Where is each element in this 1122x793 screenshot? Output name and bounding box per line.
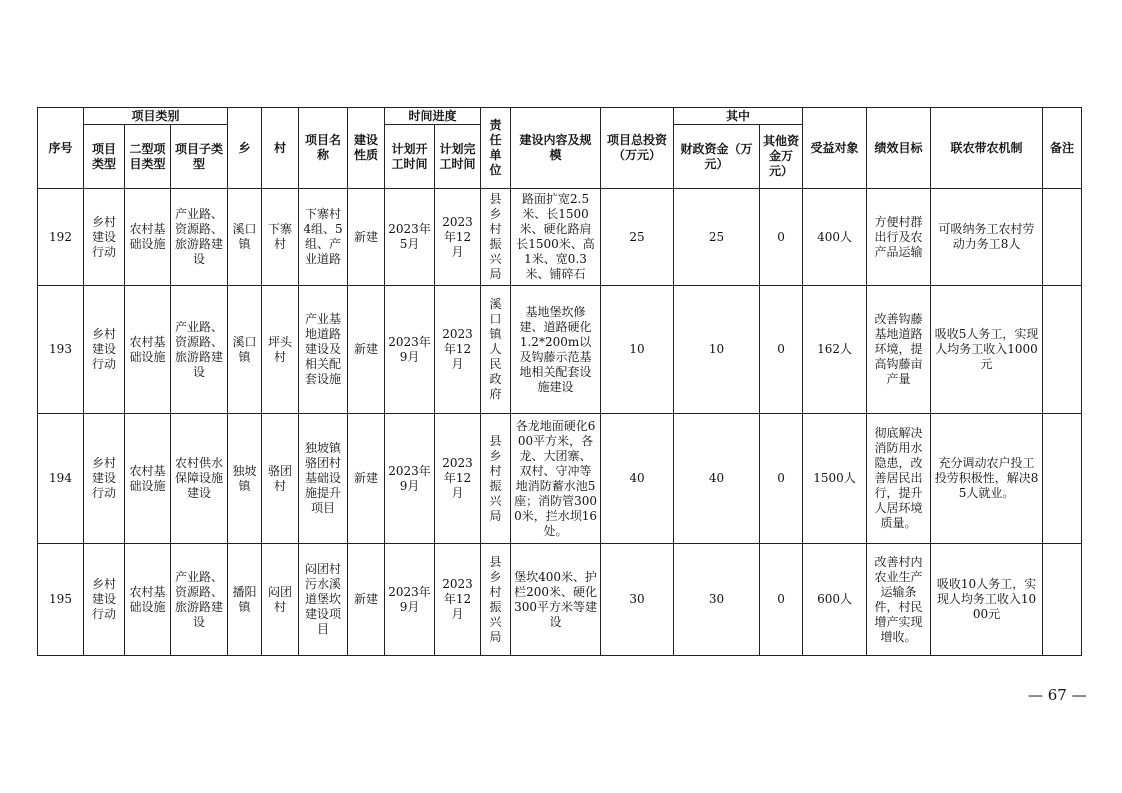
cell-fiscal-funds: 25 [674,189,760,286]
cell-township: 溪口镇 [228,189,262,286]
cell-seq: 195 [38,544,84,656]
header-village: 村 [262,108,299,189]
header-planned-finish: 计划完工时间 [435,125,481,189]
cell-township: 播阳镇 [228,544,262,656]
cell-secondary-type: 农村基础设施 [125,544,171,656]
cell-planned-finish: 2023年12月 [435,544,481,656]
table-row [38,544,1082,656]
cell-content-scale: 堡坎400米、护栏200米、硬化300平方米等建设 [511,544,601,656]
cell-planned-start: 2023年9月 [385,414,435,544]
cell-remarks [1043,189,1082,286]
cell-village: 下寨村 [262,189,299,286]
cell-content-scale: 各龙地面硬化600平方米，各龙、大团寨、双村、守冲等地消防蓄水池5座；消防管3000米，拦水坝16处。 [511,414,601,544]
cell-fiscal-funds: 30 [674,544,760,656]
cell-project-type: 乡村建设行动 [84,544,125,656]
cell-farmer-linkage: 可吸纳务工农村劳动力务工8人 [931,189,1043,286]
cell-beneficiaries: 1500人 [803,414,867,544]
header-category-group: 项目类别 [84,108,228,125]
cell-construction-nature: 新建 [348,544,385,656]
header-farmer-linkage: 联农带农机制 [931,108,1043,189]
table-row [38,414,1082,544]
cell-project-type: 乡村建设行动 [84,414,125,544]
cell-construction-nature: 新建 [348,286,385,414]
cell-project-name: 独坡镇骆团村基础设施提升项目 [299,414,348,544]
cell-project-name: 产业基地道路建设及相关配套设施 [299,286,348,414]
cell-project-type: 乡村建设行动 [84,286,125,414]
cell-subtype: 产业路、资源路、旅游路建设 [171,189,228,286]
cell-village: 坪头村 [262,286,299,414]
cell-secondary-type: 农村基础设施 [125,414,171,544]
cell-other-funds: 0 [760,189,803,286]
cell-subtype: 农村供水保障设施建设 [171,414,228,544]
cell-content-scale: 路面扩宽2.5米、长1500米、硬化路肩长1500米、高1米、宽0.3米、铺碎石 [511,189,601,286]
header-seq: 序号 [38,108,84,189]
cell-content-scale: 基地堡坎修建、道路硬化1.2*200m以及钩藤示范基地相关配套设施建设 [511,286,601,414]
header-beneficiaries: 受益对象 [803,108,867,189]
cell-total-investment: 40 [601,414,674,544]
cell-township: 溪口镇 [228,286,262,414]
header-other-funds: 其他资金万元） [760,125,803,189]
header-performance-goal: 绩效目标 [867,108,931,189]
project-table [37,107,1082,656]
cell-other-funds: 0 [760,544,803,656]
cell-planned-start: 2023年5月 [385,189,435,286]
header-schedule-group: 时间进度 [385,108,481,125]
cell-performance-goal: 改善村内农业生产运输条件，村民增产实现增收。 [867,544,931,656]
cell-project-name: 下寨村4组、5组、产业道路 [299,189,348,286]
cell-farmer-linkage: 充分调动农户投工投劳积极性，解决85人就业。 [931,414,1043,544]
header-secondary-type: 二型项目类型 [125,125,171,189]
table-row [38,286,1082,414]
cell-remarks [1043,286,1082,414]
cell-township: 独坡镇 [228,414,262,544]
cell-other-funds: 0 [760,286,803,414]
cell-secondary-type: 农村基础设施 [125,189,171,286]
cell-responsible-unit: 县乡村振兴局 [481,414,511,544]
cell-responsible-unit: 县乡村振兴局 [481,544,511,656]
header-planned-start: 计划开工时间 [385,125,435,189]
cell-planned-finish: 2023年12月 [435,189,481,286]
cell-seq: 194 [38,414,84,544]
header-total-investment: 项目总投资（万元） [601,108,674,189]
cell-remarks [1043,414,1082,544]
cell-project-name: 闷团村污水溪道堡坎建设项目 [299,544,348,656]
cell-village: 骆团村 [262,414,299,544]
header-project-type: 项目类型 [84,125,125,189]
cell-seq: 192 [38,189,84,286]
header-construction-nature: 建设性质 [348,108,385,189]
cell-performance-goal: 彻底解决消防用水隐患，改善居民出行，提升人居环境质量。 [867,414,931,544]
header-funding-group: 其中 [674,108,803,125]
header-remarks: 备注 [1043,108,1082,189]
cell-farmer-linkage: 吸收5人务工，实现人均务工收入1000元 [931,286,1043,414]
cell-subtype: 产业路、资源路、旅游路建设 [171,286,228,414]
header-responsible-unit: 责任单位 [481,108,511,189]
cell-planned-start: 2023年9月 [385,286,435,414]
cell-project-type: 乡村建设行动 [84,189,125,286]
cell-total-investment: 10 [601,286,674,414]
cell-responsible-unit: 县乡村振兴局 [481,189,511,286]
page-number: — 67 — [1028,686,1087,704]
cell-beneficiaries: 162人 [803,286,867,414]
cell-planned-finish: 2023年12月 [435,286,481,414]
cell-subtype: 产业路、资源路、旅游路建设 [171,544,228,656]
cell-responsible-unit: 溪口镇人民政府 [481,286,511,414]
cell-village: 闷团村 [262,544,299,656]
cell-fiscal-funds: 40 [674,414,760,544]
cell-farmer-linkage: 吸收10人务工，实现人均务工收入1000元 [931,544,1043,656]
cell-performance-goal: 改善钩藤基地道路环境，提高钩藤亩产量 [867,286,931,414]
cell-remarks [1043,544,1082,656]
cell-secondary-type: 农村基础设施 [125,286,171,414]
cell-planned-start: 2023年9月 [385,544,435,656]
cell-fiscal-funds: 10 [674,286,760,414]
cell-seq: 193 [38,286,84,414]
cell-performance-goal: 方便村群出行及农产品运输 [867,189,931,286]
header-fiscal-funds: 财政资金（万元） [674,125,760,189]
cell-construction-nature: 新建 [348,414,385,544]
header-project-name: 项目名称 [299,108,348,189]
cell-beneficiaries: 400人 [803,189,867,286]
cell-other-funds: 0 [760,414,803,544]
cell-planned-finish: 2023年12月 [435,414,481,544]
header-subtype: 项目子类型 [171,125,228,189]
header-content-scale: 建设内容及规模 [511,108,601,189]
cell-beneficiaries: 600人 [803,544,867,656]
table-row [38,189,1082,286]
header-township: 乡 [228,108,262,189]
cell-construction-nature: 新建 [348,189,385,286]
cell-total-investment: 25 [601,189,674,286]
cell-total-investment: 30 [601,544,674,656]
